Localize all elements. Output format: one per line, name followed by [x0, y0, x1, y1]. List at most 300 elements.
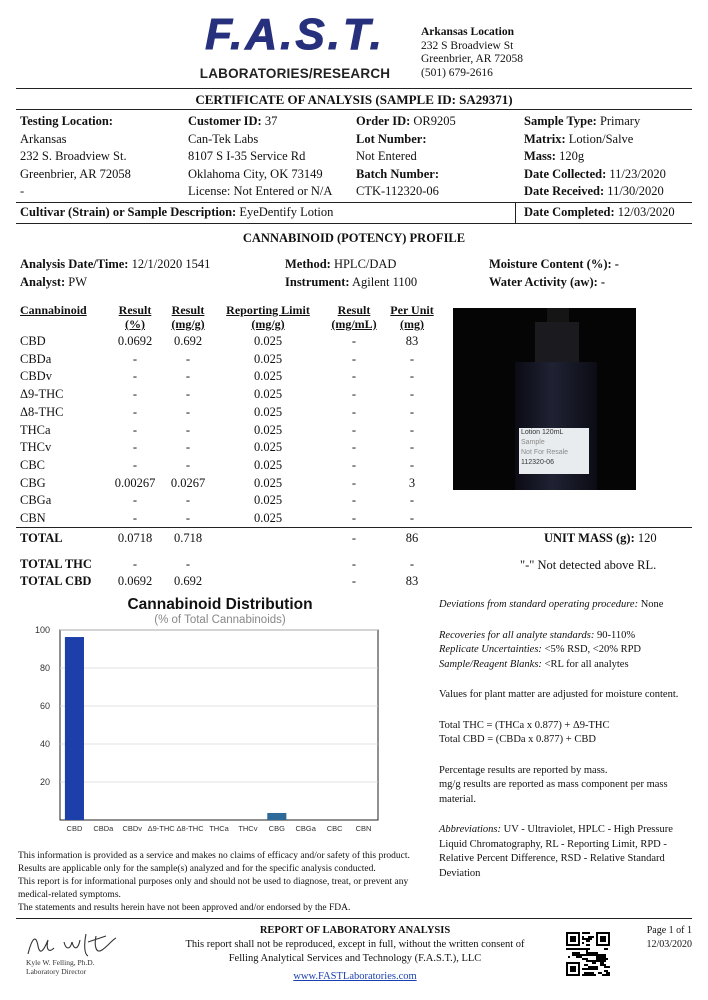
result-pct: 0.0692 [117, 334, 153, 348]
qr-module [588, 936, 590, 938]
result-mgg: - [185, 422, 191, 437]
bottle-label-line: 112320-06 [521, 459, 554, 466]
qr-module [586, 968, 588, 970]
result-mgml: - [351, 422, 357, 437]
qr-module [582, 932, 584, 934]
qr-module [584, 938, 586, 940]
replicate-label: Replicate Uncertainties: [439, 644, 542, 655]
qr-module [590, 960, 592, 962]
qr-module [606, 948, 608, 950]
reporting-limit: 0.025 [253, 369, 283, 384]
x-tick-label: CBN [355, 824, 372, 833]
testing-location-line: Arkansas [20, 131, 67, 146]
result-mgml: - [351, 351, 357, 366]
qr-module [574, 954, 576, 956]
qr-module [596, 966, 598, 968]
moisture: - [611, 257, 619, 271]
divider [16, 88, 692, 89]
qr-module [584, 932, 586, 934]
bottle-label-line: Lotion 120mL [521, 429, 564, 436]
result-pct: - [132, 422, 138, 437]
customer-line: Can-Tek Labs [188, 131, 259, 146]
result-pct: - [132, 511, 138, 525]
bottle-label [519, 428, 589, 474]
reporting-limit: 0.025 [253, 475, 283, 490]
divider [16, 202, 692, 203]
reporting-limit: 0.025 [253, 493, 283, 508]
header-line: Result [118, 303, 152, 317]
qr-module [592, 954, 594, 956]
location-block [421, 26, 523, 80]
qr-module [604, 958, 606, 960]
qr-module [570, 948, 572, 950]
qr-module [576, 956, 578, 958]
result-mgml: - [351, 387, 357, 402]
report-title: REPORT OF LABORATORY ANALYSIS [259, 925, 451, 936]
result-pct: - [132, 369, 138, 384]
page-date: 12/03/2020 [646, 939, 692, 950]
matrix: Lotion/Salve [565, 131, 634, 146]
per-unit: - [409, 404, 415, 419]
per-unit: - [409, 422, 415, 437]
cultivar-label: Cultivar (Strain) or Sample Description: [20, 205, 237, 219]
qr-module [592, 972, 594, 974]
qr-module [606, 974, 608, 976]
blanks-value: <RL for all analytes [541, 658, 629, 670]
result-pct: - [132, 493, 138, 508]
cannabinoid-name: TOTAL [20, 531, 63, 545]
page-info [642, 924, 692, 952]
blanks-label: Sample/Reagent Blanks: [439, 658, 542, 670]
testing-location [20, 113, 131, 201]
qr-module [602, 958, 604, 960]
certificate-title: CERTIFICATE OF ANALYSIS (SAMPLE ID: SA29371) [195, 92, 513, 107]
batch-label: Batch Number: [356, 166, 439, 181]
qr-module [608, 974, 610, 976]
qr-module [568, 956, 570, 958]
blanks-note [439, 658, 689, 673]
matrix-label: Matrix: [524, 131, 566, 146]
deviations-label: Deviations from standard operating procedure: [439, 599, 639, 610]
signer [26, 958, 95, 976]
qr-module [578, 952, 580, 954]
qr-module [606, 966, 608, 968]
lot-label: Lot Number: [356, 131, 427, 146]
cannabinoid-name: CBDa [20, 351, 52, 366]
qr-module [592, 960, 594, 962]
qr-module [600, 936, 606, 942]
cannabinoid-name: CBN [20, 511, 46, 525]
bottle-label-line: Sample [521, 439, 545, 446]
qr-module [588, 974, 590, 976]
header-line: (mg/mL) [331, 317, 377, 331]
cannabinoid-name: THCa [20, 422, 51, 437]
qr-module [584, 958, 586, 960]
qr-module [584, 968, 586, 970]
divider [16, 527, 692, 528]
qr-module [596, 960, 598, 962]
qr-module [582, 948, 584, 950]
analysis-date: 12/1/2020 1541 [128, 257, 211, 271]
qr-module [590, 954, 592, 956]
mass-label: Mass: [524, 149, 556, 164]
profile-title: CANNABINOID (POTENCY) PROFILE [242, 231, 466, 245]
result-mgg: - [185, 440, 191, 455]
percentage-note: Percentage results are reported by mass. [439, 764, 608, 776]
result-pct: - [132, 557, 138, 571]
qr-module [572, 952, 574, 954]
abbreviations-value: UV - Ultraviolet, HPLC - High Pressure Liquid Chromatography, RL - Reporting Limit, RPD - Relative Percent Difference, RSD - Relative Standard Deviation [439, 824, 673, 879]
qr-module [586, 964, 588, 966]
unit-mass-label: UNIT MASS (g): [544, 531, 635, 545]
qr-module [586, 948, 588, 950]
qr-module [588, 966, 590, 968]
qr-module [596, 968, 598, 970]
location-line: Greenbrier, AR 72058 [421, 53, 524, 65]
qr-module [602, 960, 604, 962]
qr-module [600, 964, 602, 966]
result-mgml: - [351, 511, 357, 525]
cannabinoid-name: CBDv [20, 369, 52, 384]
location-line: (501) 679-2616 [421, 66, 493, 79]
qr-module [604, 974, 606, 976]
qr-module [596, 954, 598, 956]
method: HPLC/DAD [330, 257, 397, 271]
water-activity: - [597, 274, 606, 289]
qr-module [576, 952, 578, 954]
x-tick-label: CBDv [122, 824, 143, 833]
qr-module [600, 962, 602, 964]
x-tick-label: CBG [268, 824, 285, 833]
result-mgml: - [351, 369, 357, 384]
result-mgg: 0.692 [173, 334, 203, 348]
qr-module [588, 972, 590, 974]
result-mgml: - [351, 574, 357, 588]
x-tick-label: THCa [209, 824, 229, 833]
signer-name: Kyle W. Felling, Ph.D. [26, 958, 95, 967]
qr-module [602, 962, 604, 964]
qr-module [604, 960, 606, 962]
header-line: (%) [125, 317, 145, 331]
customer-info [188, 113, 332, 201]
qr-module [586, 958, 588, 960]
per-unit: 83 [405, 334, 419, 348]
testing-location-label: Testing Location: [20, 114, 113, 128]
qr-module [604, 966, 606, 968]
cannabinoid-name: CBD [20, 334, 46, 348]
x-tick-label: CBC [326, 824, 343, 833]
qr-module [584, 972, 586, 974]
qr-module [596, 952, 598, 954]
qr-module [590, 936, 592, 938]
sample-info [524, 113, 666, 201]
qr-module [604, 956, 606, 958]
qr-module [584, 964, 586, 966]
qr-module [592, 966, 594, 968]
analysis-info [20, 256, 210, 291]
qr-module [592, 962, 594, 964]
logo-text: F.A.S.T. [205, 10, 385, 59]
per-unit: - [409, 351, 415, 366]
qr-module [580, 948, 582, 950]
report-line: This report shall not be reproduced, except in full, without the written consent of [185, 939, 525, 950]
qr-module [602, 956, 604, 958]
result-mgml: - [351, 531, 357, 545]
qr-module [568, 948, 570, 950]
header-line: (mg) [400, 317, 424, 331]
result-mgml: - [351, 475, 357, 490]
page-number: Page 1 of 1 [646, 925, 692, 936]
qr-module [586, 940, 588, 942]
result-mgg: - [185, 557, 191, 571]
qr-module [578, 954, 580, 956]
replicate-note [439, 643, 689, 658]
qr-module [580, 954, 582, 956]
qr-code[interactable] [566, 932, 610, 976]
disclaimer-line: This report is for informational purposes only and should not be used to diagnose, treat, or prevent any medical-related symptoms. [18, 877, 409, 900]
header-result-mgg [158, 303, 218, 331]
per-unit: - [409, 440, 415, 455]
qr-module [594, 974, 596, 976]
qr-module [582, 958, 584, 960]
disclaimer-line: This information is provided as a service and makes no claims of efficacy and/or safety of this product. [18, 851, 410, 861]
per-unit: - [409, 511, 415, 525]
qr-module [598, 954, 600, 956]
lab-logo [195, 10, 395, 82]
batch-value: CTK-112320-06 [356, 184, 439, 199]
sample-type: Primary [596, 114, 641, 128]
location-title: Arkansas Location [421, 26, 514, 38]
qr-module [598, 960, 600, 962]
qr-module [584, 954, 586, 956]
qr-module [594, 962, 596, 964]
order-info [356, 113, 456, 201]
disclaimer [18, 850, 422, 915]
method-info [285, 256, 417, 291]
method-label: Method: [285, 257, 331, 271]
header-line: Per Unit [390, 303, 434, 317]
qr-module [602, 974, 604, 976]
qr-module [588, 968, 590, 970]
qr-module [606, 958, 608, 960]
instrument-label: Instrument: [285, 274, 350, 289]
replicate-value: <5% RSD, <20% RPD [541, 644, 642, 655]
qr-module [582, 968, 584, 970]
divider [16, 109, 692, 110]
qr-module [572, 948, 574, 950]
qr-module [586, 960, 588, 962]
date-completed-label: Date Completed: [524, 205, 615, 219]
qr-module [602, 964, 604, 966]
result-mgg: - [185, 404, 191, 419]
testing-location-line: Greenbrier, AR 72058 [20, 166, 131, 181]
report-notice [150, 924, 560, 984]
header-line: (mg/g) [171, 317, 205, 331]
qr-module [592, 968, 594, 970]
qr-module [588, 954, 590, 956]
result-mgml: - [351, 440, 357, 455]
result-pct: - [132, 457, 138, 472]
result-pct: 0.0718 [117, 531, 153, 545]
unit-mass-value: 120 [634, 531, 657, 545]
header-result-pct [105, 303, 165, 331]
cannabinoid-name: TOTAL CBD [20, 574, 92, 588]
result-mgg: - [185, 457, 191, 472]
order-id: OR9205 [410, 114, 456, 128]
qr-module [592, 974, 594, 976]
logo-subtitle: LABORATORIES/RESEARCH [199, 66, 391, 81]
result-pct: - [132, 387, 138, 402]
qr-module [600, 954, 602, 956]
result-mgg: - [185, 387, 191, 402]
qr-module [604, 954, 606, 956]
reporting-limit: 0.025 [253, 387, 283, 402]
qr-module [600, 972, 602, 974]
qr-module [586, 972, 588, 974]
cannabinoid-name: Δ8-THC [20, 404, 64, 419]
testing-location-line: 232 S. Broadview St. [20, 149, 127, 164]
qr-module [598, 956, 600, 958]
reporting-limit: 0.025 [253, 404, 283, 419]
result-pct: - [132, 440, 138, 455]
deviations-value: None [638, 599, 664, 610]
qr-module [574, 948, 576, 950]
analyst-label: Analyst: [20, 274, 66, 289]
qr-module [586, 950, 588, 952]
result-mgml: - [351, 404, 357, 419]
distribution-chart [20, 622, 390, 844]
customer-line: License: Not Entered or N/A [188, 184, 333, 199]
header-per-unit [382, 303, 442, 331]
qr-module [572, 954, 574, 956]
cannabinoid-name: TOTAL THC [20, 557, 92, 571]
qr-module [604, 970, 606, 972]
mgg-note: mg/g results are reported as mass component per mass material. [439, 779, 668, 805]
y-tick-label: 100 [34, 625, 50, 635]
unit-mass [544, 531, 657, 546]
total-cbd-formula: Total CBD = (CBDa x 0.877) + CBD [439, 734, 596, 745]
header-line: Reporting Limit [226, 303, 310, 317]
director-signature [22, 928, 122, 962]
date-received: 11/30/2020 [604, 184, 664, 199]
date-collected-label: Date Collected: [524, 166, 607, 181]
result-pct: - [132, 351, 138, 366]
signer-title: Laboratory Director [26, 967, 87, 976]
bottle-label-line: Not For Resale [521, 449, 569, 456]
qr-module [588, 948, 590, 950]
result-pct: 0.00267 [114, 475, 156, 490]
total-thc-formula: Total THC = (THCa x 0.877) + Δ9-THC [439, 719, 610, 731]
qr-module [588, 940, 590, 942]
recoveries-value: 90-110% [594, 629, 636, 641]
result-mgg: 0.718 [173, 531, 203, 545]
qr-module [584, 974, 586, 976]
sample-type-label: Sample Type: [524, 114, 597, 128]
header-line: Result [337, 303, 371, 317]
qr-module [576, 954, 578, 956]
qr-module [582, 936, 584, 938]
plot-area [60, 630, 378, 820]
qr-module [606, 972, 608, 974]
result-pct: 0.0692 [117, 574, 153, 588]
x-tick-label: Δ9-THC [147, 824, 175, 833]
reporting-limit: 0.025 [253, 457, 283, 472]
qr-module [600, 958, 602, 960]
product-photo [453, 308, 636, 490]
qr-module [596, 956, 598, 958]
customer-line: 8107 S I-35 Service Rd [188, 149, 306, 164]
bottle-pump [547, 308, 569, 322]
result-mgg: - [185, 369, 191, 384]
x-tick-label: CBDa [93, 824, 114, 833]
abbreviations-label: Abbreviations: [439, 824, 502, 835]
qr-module [570, 936, 576, 942]
testing-location-line: - [20, 184, 25, 199]
recoveries-label: Recoveries for all analyte standards: [439, 629, 595, 641]
per-unit: - [409, 387, 415, 402]
result-mgg: 0.0267 [170, 475, 206, 490]
qr-module [590, 968, 592, 970]
website-link[interactable]: www.FASTLaboratories.com [293, 971, 417, 982]
analyst: PW [65, 274, 88, 289]
qr-module [586, 938, 588, 940]
date-completed: 12/03/2020 [614, 205, 675, 219]
date-completed-line [524, 205, 675, 220]
qr-module [604, 964, 606, 966]
per-unit: - [409, 557, 415, 571]
abbreviations-note [439, 823, 689, 881]
qr-module [594, 954, 596, 956]
per-unit: - [409, 493, 415, 508]
qr-module [606, 970, 608, 972]
date-received-label: Date Received: [524, 184, 605, 199]
y-tick-label: 80 [39, 663, 50, 673]
chart-title: Cannabinoid Distribution [127, 596, 313, 613]
qr-module [578, 956, 580, 958]
analysis-date-label: Analysis Date/Time: [20, 257, 129, 271]
qr-module [594, 966, 596, 968]
header-result-mgml [322, 303, 386, 331]
qr-module [600, 960, 602, 962]
qr-module [588, 938, 590, 940]
deviations-note [439, 598, 689, 613]
cannabinoid-name: CBC [20, 457, 46, 472]
customer-id: 37 [261, 114, 278, 128]
water-activity-label: Water Activity (aw): [489, 274, 598, 289]
qr-module [598, 972, 600, 974]
result-mgg: - [185, 493, 191, 508]
qr-module [594, 960, 596, 962]
result-mgg: - [185, 351, 191, 366]
divider [16, 223, 692, 224]
header-cannabinoid: Cannabinoid [20, 303, 87, 317]
result-pct: - [132, 404, 138, 419]
customer-id-label: Customer ID: [188, 114, 262, 128]
cultivar-line [20, 205, 333, 220]
result-mgml: - [351, 493, 357, 508]
qr-module [588, 944, 590, 946]
order-id-label: Order ID: [356, 114, 411, 128]
reporting-limit: 0.025 [253, 511, 283, 525]
qr-module [582, 954, 584, 956]
qr-module [566, 948, 568, 950]
cannabinoid-name: CBG [20, 475, 46, 490]
qr-module [588, 960, 590, 962]
location-line: 232 S Broadview St [421, 39, 514, 52]
header-line: (mg/g) [251, 317, 285, 331]
recoveries-note [439, 629, 689, 644]
lot-value: Not Entered [356, 149, 417, 164]
